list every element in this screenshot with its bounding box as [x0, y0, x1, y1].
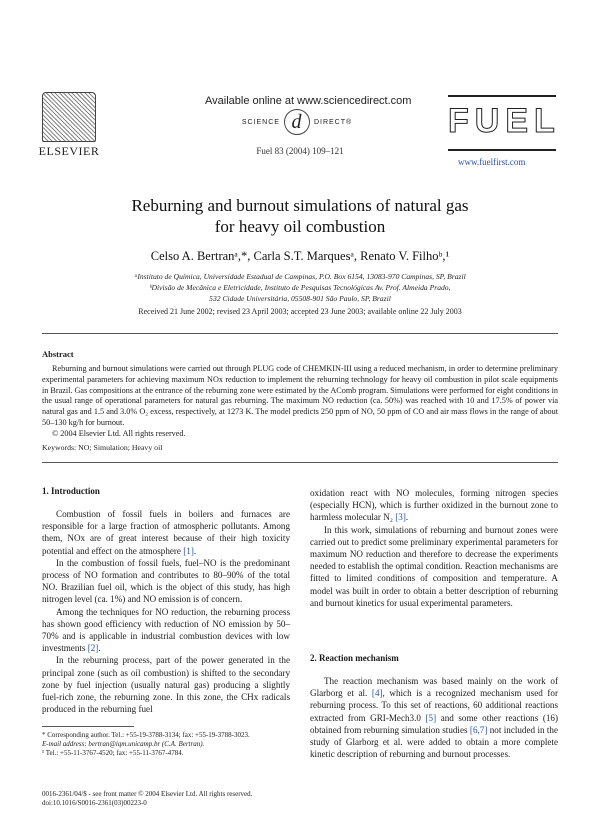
footnote-1: ¹ Tel.: +55-11-3767-4520; fax: +55-11-3767-4784.	[42, 749, 184, 758]
col2-paragraph-2: In this work, simulations of reburning and burnout zones were carried out to predict some preliminary experimental parameters for maximum NO reduction and therefore to decrease the experiments needed to establish the optimal condition. Reaction mechanisms are fitted to limited conditions of composition and temperature. A model was built in order to obtain a better description of reburning and burnout kinetics for usual experimental parameters.	[310, 524, 558, 608]
bottom-info	[42, 790, 252, 808]
column-left	[42, 508, 290, 715]
mech-text-2: , which is a recognized mechanism used for reburning process. To this set of reactions, 60 additional reactions extracted from GRI-Mech3.0	[310, 688, 559, 723]
sd-left-text: SCIENCE	[241, 118, 280, 126]
available-online-text[interactable]: Available online at www.sciencedirect.com	[205, 95, 412, 107]
journal-url-link[interactable]: www.fuelfirst.com	[458, 157, 526, 167]
journal-logo: FUEL	[448, 95, 556, 151]
abstract-text: Reburning and burnout simulations were carried out through PLUG code of CHEMKIN-III using a reduced mechanism, in order to determine preliminary experimental parameters for achieving maximum NOx reduction to implement the reburning technology for heavy oil combustion in pilot scale equipments in Brazil. Gas compositions at the entrance of the reburning zone were estimated by the AComb program. Simulations were performed for eight conditions in the usual range of operational parameters for natural gas reburning. The maximum NO reduction (ca. 50%) was reached with 10 and 17.5% of power via natural gas and 1.5 and 3.0% O₂ excess, respectively, at 1273 K. The model predicts 250 ppm of NO, 50 ppm of CO and air mass flows in the range of about 50–130 kg/h for burnout.	[42, 364, 558, 427]
mech-text-4: not included in the study of Glarborg et al. were added to obtain a more complete kinetic description of reburning and burnout processes.	[310, 724, 559, 760]
col2-paragraph-1: oxidation react with NO molecules, forming nitrogen species (especially HCN), which is further oxidized in the burnout zone to harmless molecular N₂ [3].	[310, 488, 558, 523]
citation-link[interactable]: [5]	[425, 712, 437, 723]
sd-d-icon: d	[284, 109, 310, 135]
footnote-divider	[42, 726, 134, 727]
intro-p3-text: Among the techniques for NO reduction, the reburning process has shown good efficiency with reduction of NO emission by 50–70% and is applicable in industrial combustion devices with low investments	[42, 606, 290, 654]
author-list: Celso A. Bertranᵃ,*, Carla S.T. Marquesᵃ, Renato V. Filhoᵇ,¹	[150, 249, 450, 263]
divider-top	[42, 333, 558, 334]
intro-paragraph-2: In the combustion of fossil fuels, fuel–NO is the predominant process of NO formation and contributes to 80–90% of the total NO. Brazilian fuel oil, which is the object of this study, has high nitrogen level (ca. 1%) and NO emission is of concern.	[42, 557, 290, 605]
intro-paragraph-1: Combustion of fossil fuels in boilers and furnaces are responsible for a large fraction of atmospheric pollutants. Among them, NOx are of great interest because of their high toxicity potential and effect on the atmosphere [1].	[42, 509, 290, 556]
sciencedirect-logo	[232, 110, 362, 134]
article-title	[0, 195, 600, 237]
received-dates: Received 21 June 2002; revised 23 April 2003; accepted 23 June 2003; available online 22 July 2003	[138, 307, 462, 316]
footnotes	[42, 731, 290, 759]
mech-text-1: The reaction mechanism was based mainly on the work of Glarborg et al.	[310, 676, 558, 699]
divider-abstract	[42, 462, 558, 463]
citation-link[interactable]: [6,7]	[469, 724, 488, 735]
citation-link[interactable]: [1]	[183, 545, 194, 556]
abstract-heading: Abstract	[42, 349, 74, 359]
affiliations	[0, 271, 600, 304]
footnote-email[interactable]: E-mail address: bertran@iqm.unicamp.br (C.A. Bertran).	[42, 740, 205, 749]
keywords: Keywords: NO; Simulation; Heavy oil	[42, 443, 163, 452]
affiliation-b-cont: 532 Cidade Universitária, 05508-901 São Paulo, SP, Brazil	[209, 294, 391, 303]
abstract-copyright: © 2004 Elsevier Ltd. All rights reserved.	[52, 428, 186, 438]
doi-line[interactable]: doi:10.1016/S0016-2361(03)00223-0	[42, 799, 147, 808]
section-heading-introduction: 1. Introduction	[42, 486, 100, 496]
publisher-name: ELSEVIER	[38, 144, 100, 158]
footnote-corresponding: * Corresponding author. Tel.: +55-19-3788-3134; fax: +55-19-3788-3023.	[42, 731, 250, 739]
affiliation-a: ᵃInstituto de Química, Universidade Estadual de Campinas, P.O. Box 6154, 13083-970 Campinas, SP, Brazil	[134, 272, 466, 281]
intro-paragraph-3: Among the techniques for NO reduction, the reburning process has shown good efficiency with reduction of NO emission by 50–70% and is applicable in industrial combustion devices with low investments [2].	[42, 606, 290, 654]
intro-p1-text: Combustion of fossil fuels in boilers and furnaces are responsible for a large fraction of atmospheric pollutants. Among them, NOx are of great interest because of their high toxicity potential and effect on the atmosphere	[42, 509, 290, 556]
citation-link[interactable]: [3]	[395, 512, 406, 523]
elsevier-tree-icon	[42, 92, 96, 142]
mechanism-paragraph	[310, 675, 558, 760]
mech-text-3: and some other reactions (16) obtained from reburning simulation studies	[310, 712, 558, 735]
journal-reference: Fuel 83 (2004) 109–121	[256, 146, 344, 156]
mechanism-text	[310, 675, 558, 760]
citation-link[interactable]: [4]	[371, 688, 383, 699]
citation-link[interactable]: [2]	[87, 643, 99, 654]
column-right	[310, 487, 558, 609]
title-line-1: Reburning and burnout simulations of natural gas	[131, 196, 469, 215]
intro-paragraph-4: In the reburning process, part of the power generated in the principal zone (such as oil combustion) is shifted to the secondary zone by fuel injection (usually natural gas) producing a slightly fuel-rich zone, the reburning zone. In this zone, the CHx radicals produced in the reburning fuel	[42, 655, 290, 715]
affiliation-b: ᵇDivisão de Mecânica e Eletricidade, Instituto de Pesquisas Tecnológicas Av. Prof. Almeida Prado,	[149, 283, 451, 292]
section-heading-reaction-mechanism: 2. Reaction mechanism	[310, 653, 399, 663]
issn-line: 0016-2361/04/$ - see front matter © 2004 Elsevier Ltd. All rights reserved.	[42, 790, 253, 798]
abstract-body	[42, 364, 558, 440]
title-line-2: for heavy oil combustion	[214, 217, 386, 236]
col2-p1-text: oxidation react with NO molecules, forming nitrogen species (especially HCN), which is further oxidized in the burnout zone to harmless molecular N₂	[310, 488, 558, 523]
sd-right-text: DIRECT®	[313, 118, 353, 126]
